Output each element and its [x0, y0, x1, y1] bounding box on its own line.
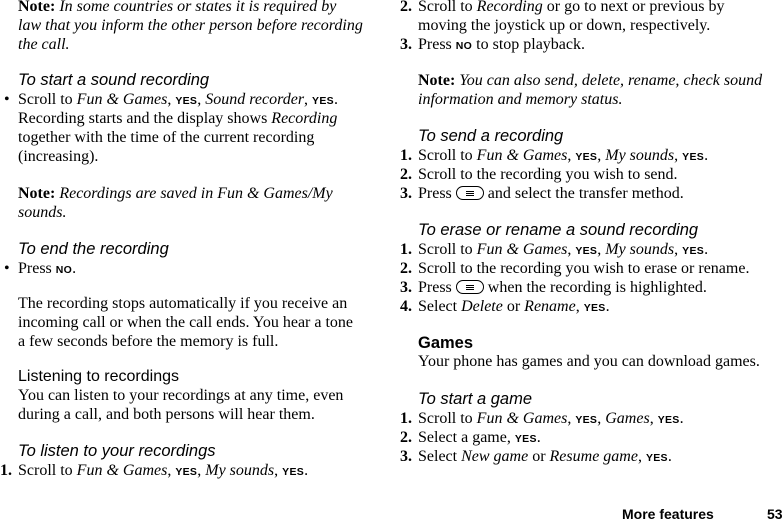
- listening-para-2: during a call, and both persons will hear them.: [18, 406, 315, 423]
- heading-listen-recordings: To listen to your recordings: [18, 442, 216, 460]
- note-send-delete-line2: information and memory status.: [418, 91, 623, 108]
- erase-step-1: 1. Scroll to Fun & Games, YES, My sounds, YES.: [400, 241, 709, 258]
- listen-step-3: 3. Press NO to stop playback.: [400, 36, 586, 53]
- heading-start-game: To start a game: [418, 390, 533, 408]
- end-recording-para-1: The recording stops automatically if you receive an: [18, 295, 348, 312]
- listen-step-2: 2. Scroll to Recording or go to next or previous by: [400, 0, 725, 15]
- start-recording-desc-1: Recording starts and the display shows Recording: [18, 110, 338, 127]
- send-step-1: 1. Scroll to Fun & Games, YES, My sounds, YES.: [400, 147, 709, 164]
- erase-step-4: 4. Select Delete or Rename, YES.: [400, 298, 610, 315]
- heading-erase-rename: To erase or rename a sound recording: [418, 221, 699, 239]
- erase-step-3: 3. Press when the recording is highlighted.: [400, 279, 707, 296]
- heading-send-recording: To send a recording: [418, 127, 564, 145]
- heading-games: Games: [418, 334, 474, 352]
- game-step-1: 1. Scroll to Fun & Games, YES, Games, YES.: [400, 410, 684, 427]
- note-recordings-saved-line2: sounds.: [18, 204, 67, 221]
- heading-listening: Listening to recordings: [18, 368, 179, 385]
- start-recording-step: • Scroll to Fun & Games, YES, Sound recorder, YES.: [4, 91, 338, 108]
- note-recording-law-line2: law that you inform the other person before recording: [18, 17, 363, 34]
- listening-para-1: You can listen to your recordings at any time, even: [18, 387, 344, 404]
- footer-section-title: More features: [622, 506, 714, 522]
- page-footer: [622, 505, 784, 523]
- erase-step-2: 2. Scroll to the recording you wish to erase or rename.: [400, 260, 750, 277]
- note-send-delete: Note: You can also send, delete, rename, check sound: [418, 72, 763, 89]
- start-recording-desc-2: together with the time of the current recording: [18, 129, 315, 146]
- game-step-2: 2. Select a game, YES.: [400, 429, 541, 446]
- note-recording-law-line3: the call.: [18, 36, 70, 53]
- end-recording-para-2: incoming call or when the call ends. You hear a tone: [18, 314, 354, 331]
- send-step-2: 2. Scroll to the recording you wish to send.: [400, 166, 678, 183]
- listen-step-2-line2: moving the joystick up or down, respectively.: [418, 17, 711, 34]
- send-step-3: 3. Press and select the transfer method.: [400, 185, 684, 202]
- listen-step-1: 1. Scroll to Fun & Games, YES, My sounds, YES.: [0, 462, 309, 479]
- note-recordings-saved: Note: Recordings are saved in Fun & Games/My: [18, 185, 333, 202]
- note-recording-law: Note: In some countries or states it is required by: [18, 0, 337, 15]
- menu-key-icon: [456, 186, 484, 200]
- start-recording-desc-3: (increasing).: [18, 148, 99, 165]
- heading-end-recording: To end the recording: [18, 240, 169, 258]
- end-recording-step: • Press NO.: [4, 260, 77, 277]
- game-step-3: 3. Select New game or Resume game, YES.: [400, 448, 672, 465]
- menu-key-icon: [456, 280, 484, 294]
- games-para: Your phone has games and you can download games.: [418, 353, 760, 370]
- page-number: 53: [767, 506, 783, 522]
- end-recording-para-3: a few seconds before the memory is full.: [18, 333, 279, 350]
- heading-start-recording: To start a sound recording: [18, 71, 210, 89]
